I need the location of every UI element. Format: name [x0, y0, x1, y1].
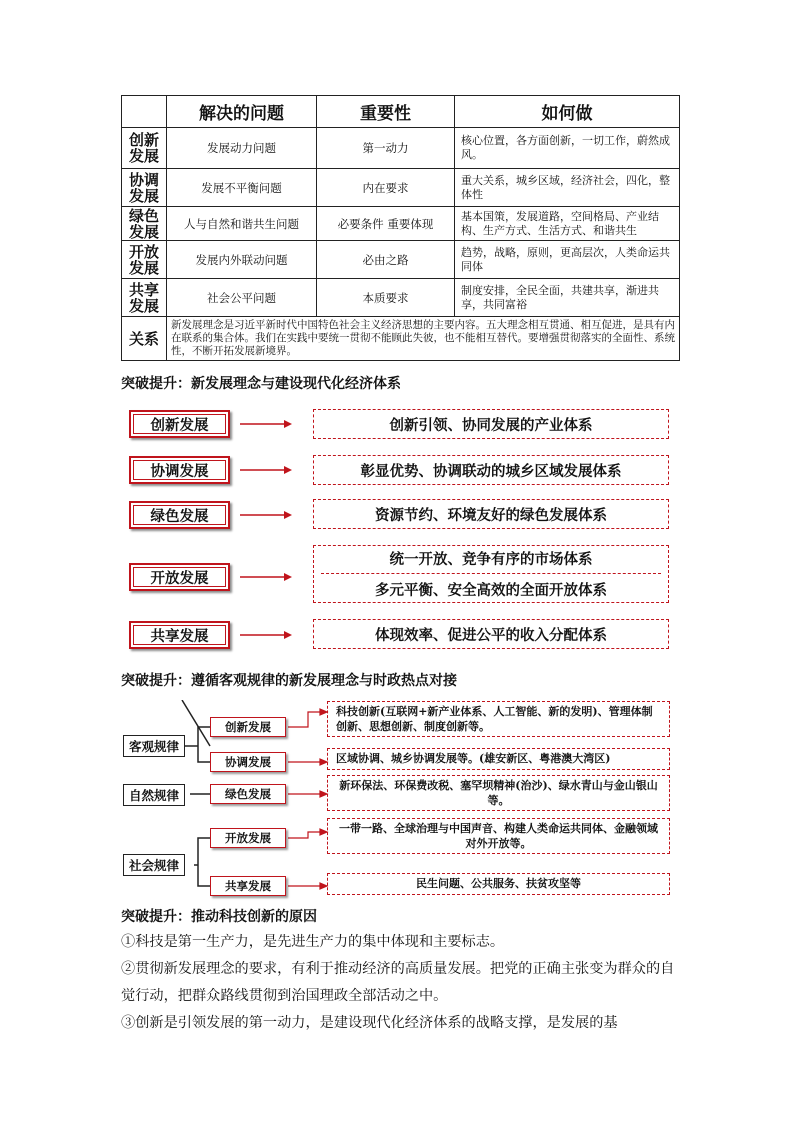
how-cell: 制度安排，全民全面，共建共享，渐进共享，共同富裕 [455, 279, 680, 317]
reason-3: ③创新是引领发展的第一动力，是建设现代化经济体系的战略支撑，是发展的基 [121, 1015, 618, 1031]
concept-label-text: 共享发展 [150, 627, 209, 645]
law-box-objective [123, 735, 185, 757]
law-text: 客观规律 [128, 739, 179, 754]
concept-label-green [129, 501, 230, 529]
importance-cell: 本质要求 [317, 279, 455, 317]
section1-heading: 突破提升：新发展理念与建设现代化经济体系 [121, 376, 401, 392]
table-header-problem: 解决的问题 [167, 96, 317, 128]
hot-box-sharing: 民生问题、公共服务、扶贫攻坚等 [327, 873, 670, 895]
dev-box-sharing [210, 876, 286, 896]
dev-text: 创新发展 [225, 720, 271, 734]
problem-cell: 发展动力问题 [167, 128, 317, 169]
reason-1: ①科技是第一生产力，是先进生产力的集中体现和主要标志。 [121, 934, 505, 950]
row-label-text: 绿色 发展 [128, 206, 159, 241]
row-label-text: 协调 发展 [128, 170, 159, 205]
table-row [122, 128, 680, 169]
section3-heading: 突破提升：推动科技创新的原因 [121, 909, 317, 925]
table-header-importance: 重要性 [317, 96, 455, 128]
system-box-opening [313, 545, 669, 603]
how-cell: 核心位置，各方面创新，一切工作，蔚然成风。 [455, 128, 680, 169]
table-row [122, 279, 680, 317]
table-header-blank [122, 96, 167, 128]
row-label-text: 共享 发展 [128, 280, 159, 315]
arrow-right-icon [240, 416, 292, 432]
system-text: 资源节约、环境友好的绿色发展体系 [375, 506, 607, 524]
law-text: 社会规律 [128, 858, 179, 873]
relation-text: 新发展理念是习近平新时代中国特色社会主义经济思想的主要内容。五大理念相互贯通、相互促进，是具有内在联系的集合体。我们在实践中要统一贯彻不能顾此失彼，也不能相互替代。要增强贯彻落实的全面性、系统性，不断开拓发展新境界。 [167, 317, 680, 361]
problem-cell: 社会公平问题 [167, 279, 317, 317]
concept-label-sharing [129, 621, 230, 649]
table-row [122, 169, 680, 207]
hot-box-innovation: 科技创新(互联网+新产业体系、人工智能、新的发明)、管理体制创新、思想创新、制度创新等。 [327, 701, 670, 737]
system-text: 创新引领、协同发展的产业体系 [389, 416, 593, 434]
problem-cell: 发展内外联动问题 [167, 241, 317, 279]
new-development-concept-table [121, 95, 680, 361]
hot-box-opening: 一带一路、全球治理与中国声音、构建人类命运共同体、金融领域对外开放等。 [327, 818, 670, 854]
system-text: 体现效率、促进公平的收入分配体系 [375, 626, 607, 644]
row-label [122, 207, 167, 241]
hot-box-coordination: 区域协调、城乡协调发展等。(雄安新区、粤港澳大湾区) [327, 748, 670, 770]
table-header-how: 如何做 [455, 96, 680, 128]
row-label [122, 169, 167, 207]
importance-cell: 必由之路 [317, 241, 455, 279]
reason-2: ②贯彻新发展理念的要求，有利于推动经济的高质量发展。把党的正确主张变为群众的自觉行动，把群众路线贯彻到治国理政全部活动之中。 [121, 961, 675, 1004]
divider [321, 573, 661, 574]
how-cell: 重大关系，城乡区域，经济社会，四化，整体性 [455, 169, 680, 207]
table-row [122, 241, 680, 279]
importance-cell: 必要条件 重要体现 [317, 207, 455, 241]
dev-box-opening [210, 828, 286, 848]
importance-cell: 内在要求 [317, 169, 455, 207]
row-label [122, 128, 167, 169]
law-box-social [123, 854, 185, 876]
concept-label-text: 协调发展 [150, 462, 209, 480]
dev-box-green [210, 784, 286, 804]
concept-label-text: 创新发展 [150, 416, 209, 434]
relation-row [122, 317, 680, 361]
how-cell: 趋势，战略，原则，更高层次，人类命运共同体 [455, 241, 680, 279]
row-label-text: 创新 发展 [128, 131, 159, 165]
relation-label: 关系 [122, 317, 167, 361]
concept-label-coordination [129, 456, 230, 484]
row-label [122, 241, 167, 279]
dev-box-innovation [210, 717, 286, 737]
law-text: 自然规律 [128, 788, 179, 803]
row-label-text: 开放 发展 [128, 242, 159, 277]
concept-label-text: 绿色发展 [150, 507, 209, 525]
law-box-natural [123, 784, 185, 806]
section2-heading: 突破提升：遵循客观规律的新发展理念与时政热点对接 [121, 673, 457, 689]
dev-text: 开放发展 [225, 831, 271, 845]
problem-cell: 发展不平衡问题 [167, 169, 317, 207]
row-label [122, 279, 167, 317]
dev-text: 绿色发展 [225, 787, 271, 801]
system-box-coordination [313, 455, 669, 485]
problem-cell: 人与自然和谐共生问题 [167, 207, 317, 241]
dev-text: 共享发展 [225, 879, 271, 893]
concept-label-text: 开放发展 [150, 569, 209, 587]
arrow-right-icon [240, 462, 292, 478]
system-text: 彰显优势、协调联动的城乡区域发展体系 [360, 462, 622, 480]
arrow-right-icon [240, 507, 292, 523]
dev-box-coordination [210, 752, 286, 772]
arrow-right-icon [240, 569, 292, 585]
dev-text: 协调发展 [225, 755, 271, 769]
how-cell: 基本国策，发展道路，空间格局、产业结构、生产方式、生活方式、和谐共生 [455, 207, 680, 241]
concept-label-innovation [129, 410, 230, 438]
system-box-innovation [313, 409, 669, 439]
system-box-green [313, 499, 669, 529]
importance-cell: 第一动力 [317, 128, 455, 169]
system-text: 统一开放、竞争有序的市场体系 [389, 551, 593, 569]
arrow-right-icon [240, 627, 292, 643]
hot-box-green: 新环保法、环保费改税、塞罕坝精神(治沙)、绿水青山与金山银山等。 [327, 775, 670, 811]
concept-label-opening [129, 563, 230, 591]
table-header-row [122, 96, 680, 128]
system-box-sharing [313, 619, 669, 649]
reasons-paragraphs [121, 929, 681, 1037]
table-row [122, 207, 680, 241]
system-text: 多元平衡、安全高效的全面开放体系 [375, 581, 607, 599]
